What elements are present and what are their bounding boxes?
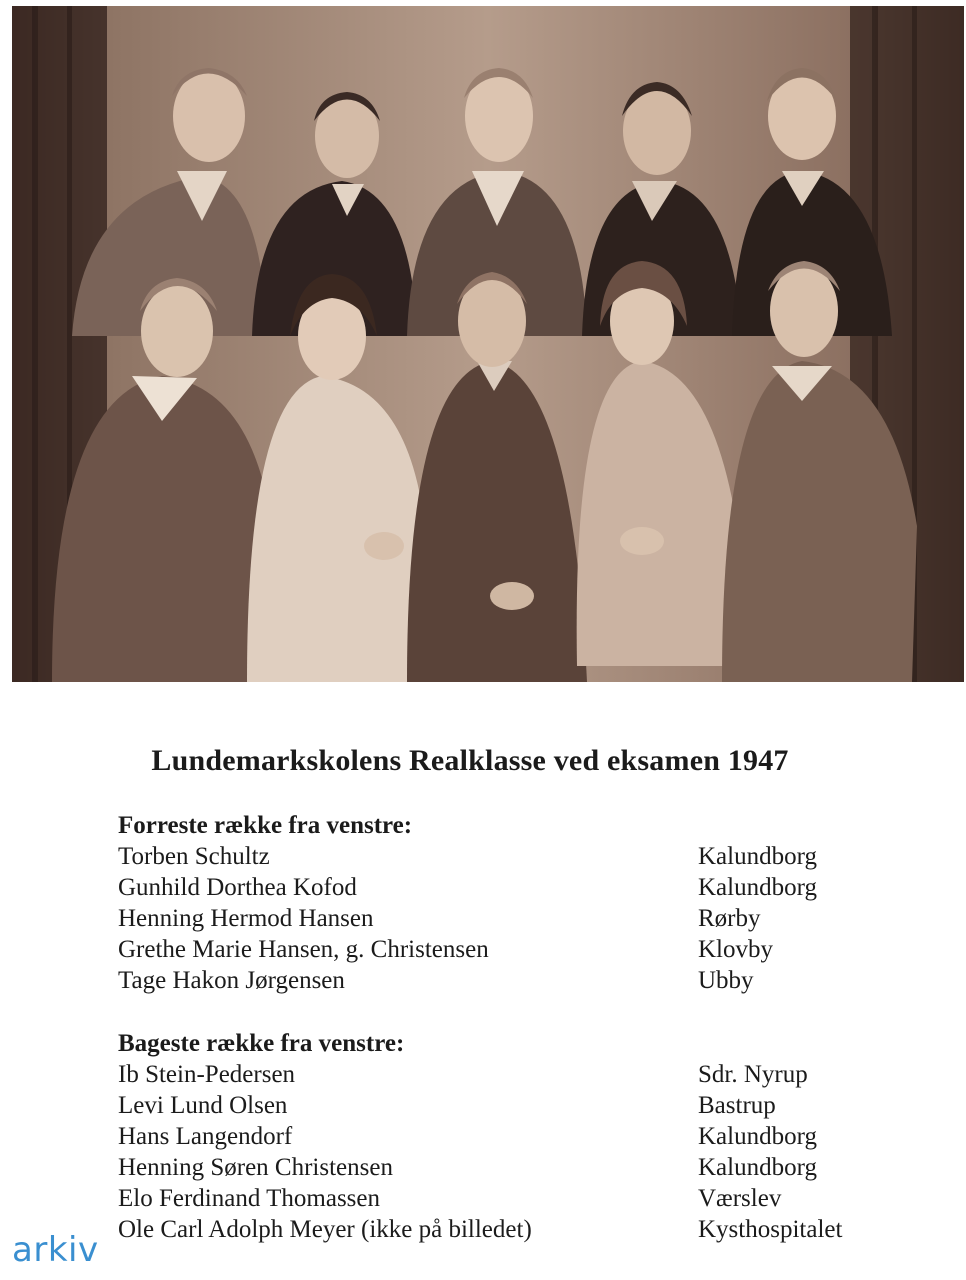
document-title: Lundemarkskolens Realklasse ved eksamen 1947	[151, 744, 789, 777]
list-item	[118, 1216, 878, 1246]
person-place: Kalundborg	[698, 1123, 817, 1150]
person-name: Torben Schultz	[118, 843, 270, 870]
list-item	[118, 843, 878, 873]
list-item	[118, 1092, 878, 1122]
front-row-heading: Forreste række fra venstre:	[118, 812, 413, 839]
person-place: Klovby	[698, 936, 773, 963]
list-item	[118, 874, 878, 904]
list-item	[118, 905, 878, 935]
person-place: Rørby	[698, 905, 761, 932]
person-name: Ib Stein-Pedersen	[118, 1061, 296, 1088]
list-item	[118, 1185, 878, 1215]
list-item	[118, 936, 878, 966]
list-item	[118, 1123, 878, 1153]
list-item	[118, 967, 878, 997]
person-place: Kysthospitalet	[698, 1216, 843, 1243]
person-name: Levi Lund Olsen	[118, 1092, 288, 1119]
front-row-figures	[52, 261, 917, 682]
person-name: Elo Ferdinand Thomassen	[118, 1185, 380, 1212]
person-name: Tage Hakon Jørgensen	[118, 967, 345, 994]
person-place: Sdr. Nyrup	[698, 1061, 808, 1088]
person-place: Kalundborg	[698, 874, 817, 901]
person-name: Gunhild Dorthea Kofod	[118, 874, 357, 901]
person-place: Kalundborg	[698, 1154, 817, 1181]
class-photograph	[12, 6, 964, 682]
arkiv-watermark-logo: arkiv	[12, 1230, 99, 1270]
person-name: Ole Carl Adolph Meyer (ikke på billedet)	[118, 1216, 532, 1243]
person-place: Værslev	[698, 1185, 782, 1212]
list-item	[118, 1154, 878, 1184]
person-name: Hans Langendorf	[118, 1123, 293, 1150]
back-row-heading: Bageste række fra venstre:	[118, 1030, 405, 1057]
person-name: Henning Søren Christensen	[118, 1154, 393, 1181]
person-place: Bastrup	[698, 1092, 776, 1119]
person-place: Kalundborg	[698, 843, 817, 870]
class-photograph-drawing	[12, 6, 964, 682]
person-place: Ubby	[698, 967, 754, 994]
person-name: Henning Hermod Hansen	[118, 905, 374, 932]
person-name: Grethe Marie Hansen, g. Christensen	[118, 936, 489, 963]
list-item	[118, 1061, 878, 1091]
